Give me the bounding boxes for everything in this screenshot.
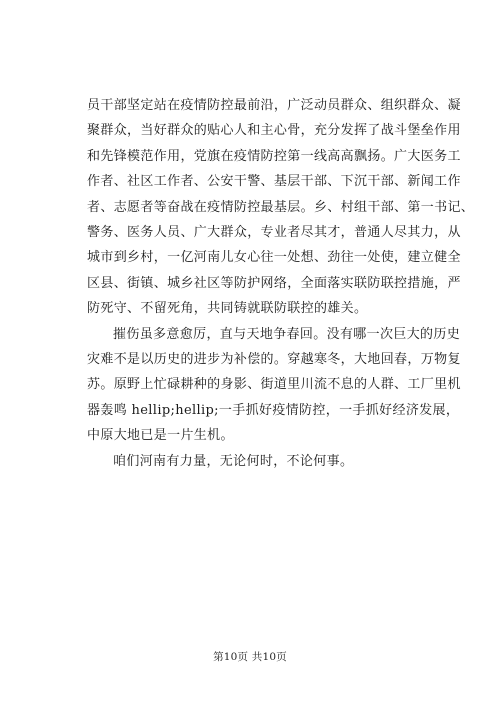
text-line: 区县、街镇、城乡社区等防护网络，全面落实联防联控措施，严 (87, 275, 461, 291)
text-line: 城市到乡村，一亿河南儿女心往一处想、劲往一处使，建立健全 (87, 250, 461, 266)
text-line: 摧伤虽多意愈厉，直与天地争春回。没有哪一次巨大的历史 (113, 326, 461, 342)
text-line: 中原大地已是一片生机。 (87, 428, 234, 444)
paragraph-2 (87, 322, 461, 449)
page-number: 第10页 共10页 (213, 651, 287, 663)
page-footer (0, 649, 500, 664)
text-line: 警务、医务人员、广大群众，专业者尽其才，普通人尽其力，从 (87, 225, 461, 241)
text-line: 者、志愿者等奋战在疫情防控最基层。乡、村组干部、第一书记、 (87, 199, 475, 215)
text-line: 器轰鸣 hellip;hellip;一手抓好疫情防控，一手抓好经济发展， (87, 402, 460, 418)
text-line: 作者、社区工作者、公安干警、基层干部、下沉干部、新闻工作 (87, 174, 461, 190)
text-line: 聚群众，当好群众的贴心人和主心骨，充分发挥了战斗堡垒作用 (87, 123, 461, 139)
text-line: 咱们河南有力量，无论何时，不论何事。 (113, 453, 354, 469)
paragraph-1 (87, 93, 475, 322)
text-line: 防死守、不留死角，共同铸就联防联控的雄关。 (87, 301, 368, 317)
text-line: 苏。原野上忙碌耕种的身影、街道里川流不息的人群、工厂里机 (87, 377, 461, 393)
paragraph-3 (87, 449, 419, 474)
document-body (87, 93, 475, 474)
text-line: 员干部坚定站在疫情防控最前沿，广泛动员群众、组织群众、凝 (87, 98, 461, 113)
text-line: 灾难不是以历史的进步为补偿的。穿越寒冬，大地回春，万物复 (87, 352, 461, 368)
text-line: 和先锋模范作用，党旗在疫情防控第一线高高飘扬。广大医务工 (87, 148, 461, 164)
